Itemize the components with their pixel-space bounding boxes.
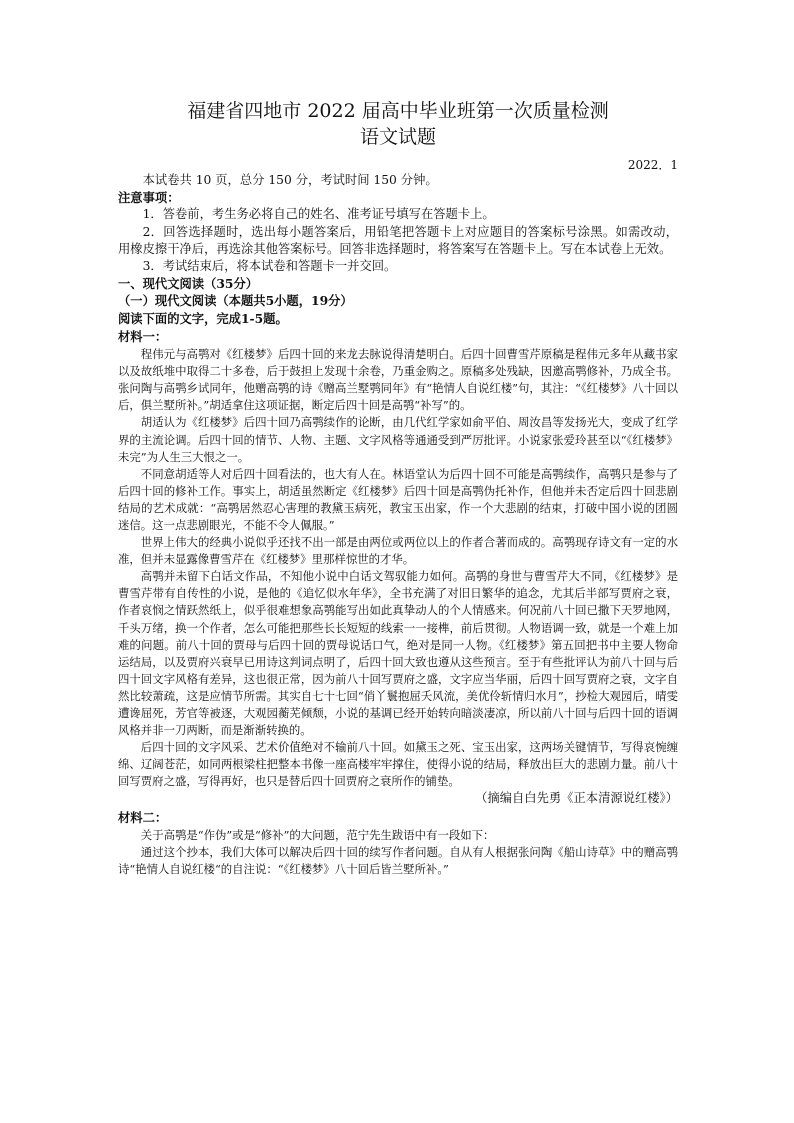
note-3: 3．考试结束后，将本试卷和答题卡一并交回。 bbox=[142, 259, 397, 274]
sub-section-heading: （一）现代文阅读（本题共5小题，19分） bbox=[118, 293, 353, 309]
material1-paragraph-1: 程伟元与高鹗对《红楼梦》后四十回的来龙去脉说得清楚明白。后四十回曹雪芹原稿是程伟元多年从藏书家以及故纸堆中取得二十多卷，后于鼓担上发现十余卷，乃重金购之。原稿多处残缺，因邀高鹗修补，乃成全书。张问陶与高鹗乡试同年，他赠高鹗的诗《赠高兰墅鹗同年》有“艳情人自说红楼”句，其注：“《红楼梦》八十回以后，俱兰墅所补。”胡适拿住这项证据，断定后四十回是高鹗“补写”的。 bbox=[118, 347, 678, 413]
material2-paragraph-2: 通过这个抄本，我们大体可以解决后四十回的续写作者问题。自从有人根据张问陶《船山诗草》中的赠高鹗诗“艳情人自说红楼“的自注说：“《红楼梦》八十回后皆兰墅所补。” bbox=[118, 844, 678, 877]
material1-paragraph-5: 高鹗并未留下白话文作品，不知他小说中白话文驾驭能力如何。高鹗的身世与曹雪芹大不同，《红楼梦》是曹雪芹带有自传性的小说，是他的《追忆似水年华》，全书充满了对旧日繁华的追念，尤其后半部写贾府之衰，作者哀悯之情跃然纸上，似乎很难想象高鹗能写出如此真挚动人的个人情感来。何况前八十回已撒下天罗地网，千头万绪，换一个作者，怎么可能把那些长长短短的线索一一接榫，前后贯彻。人物语调一致，就是一个难上加难的问题。前八十回的贾母与后四十回的贾母说话口气，绝对是同一人物。《红楼梦》第五回把书中主要人物命运结局，以及贾府兴衰早已用诗这判词点明了，后四十回大致也遵从这些预言。至于有些批评认为前八十回与后四十回文字风格有差异，这也很正常，因为前八十回写贾府之盛，文字应当华丽，后四十回写贾府之衰，文字自然比较萧疏，这是应情节所需。其实自七十七回“俏丫鬟抱屈夭风流，美优伶斩情归水月”，抄检大观园后，晴雯遭谗屈死，芳官等被逐，大观园蘅芜倾颓，小说的基调已经开始转向暗淡凄凉，所以前八十回与后四十回的语调风格并非一刀两断，而是渐渐转换的。 bbox=[118, 569, 678, 738]
material1-paragraph-3: 不同意胡适等人对后四十回看法的，也大有人在。林语堂认为后四十回不可能是高鹗续作，高鹗只是参与了后四十回的修补工作。事实上，胡适虽然断定《红楼梦》后四十回是高鹗伪托补作，但他并未否定后四十回悲剧结局的艺术成就：“高鹗居然忍心害理的教黛玉病死，教宝玉出家，作一个大悲剧的结束，打破中国小说的团圆迷信。这一点悲剧眼光，不能不令人佩服。” bbox=[118, 466, 678, 532]
note-1: 1．答卷前，考生务必将自己的姓名、准考证号填写在答题卡上。 bbox=[142, 207, 495, 222]
material2-label: 材料二： bbox=[118, 809, 168, 825]
exam-page bbox=[118, 98, 678, 878]
material1-source: （摘编自白先勇《正本清源说红楼》） bbox=[475, 791, 678, 806]
material1-label: 材料一： bbox=[118, 328, 168, 344]
exam-summary: 本试卷共 10 页，总分 150 分，考试时间 150 分钟。 bbox=[142, 173, 438, 187]
exam-title-line2: 语文试题 bbox=[359, 126, 436, 148]
material2-paragraph-1: 关于高鹗是“作伪”或是“修补”的大问题，范宁先生跋语中有一段如下： bbox=[140, 827, 495, 842]
reading-instruction: 阅读下面的文字，完成1-5题。 bbox=[118, 310, 288, 326]
exam-title-line1: 福建省四地市 2022 届高中毕业班第一次质量检测 bbox=[187, 100, 609, 122]
material1-paragraph-6: 后四十回的文字风采、艺术价值绝对不输前八十回。如黛玉之死、宝玉出家，这两场关键情节，写得哀惋缠绵、辽阔苍茫，如同两根梁柱把整本书像一座高楼牢牢撑住，使得小说的结局，释放出巨大的悲剧力量。前八十回写贾府之盛，写得再好，也只是替后四十回贾府之衰所作的铺垫。 bbox=[118, 740, 678, 789]
exam-date: 2022．1 bbox=[627, 158, 678, 172]
notes-heading: 注意事项： bbox=[118, 190, 180, 206]
material1-paragraph-4: 世界上伟大的经典小说似乎还找不出一部是由两位或两位以上的作者合著而成的。高鹗现存诗文有一定的水准，但并未显露像曹雪芹在《红楼梦》里那样惊世的才华。 bbox=[118, 535, 678, 567]
note-2: 2．回答选择题时，选出每小题答案后，用铅笔把答题卡上对应题目的答案标号涂黑。如需改动，用橡皮擦干净后，再选涂其他答案标号。回答非选择题时，将答案写在答题卡上。写在本试卷上无效。 bbox=[118, 224, 678, 256]
material1-paragraph-2: 胡适认为《红楼梦》后四十回乃高鹗续作的论断，由几代红学家如俞平伯、周汝昌等发扬光大，变成了红学界的主流论调。后四十回的情节、人物、主题、文字风格等通通受到严厉批评。小说家张爱玲甚至以“《红楼梦》未完”为人生三大恨之一。 bbox=[118, 415, 678, 464]
section-heading: 一、现代文阅读（35分） bbox=[118, 276, 259, 292]
